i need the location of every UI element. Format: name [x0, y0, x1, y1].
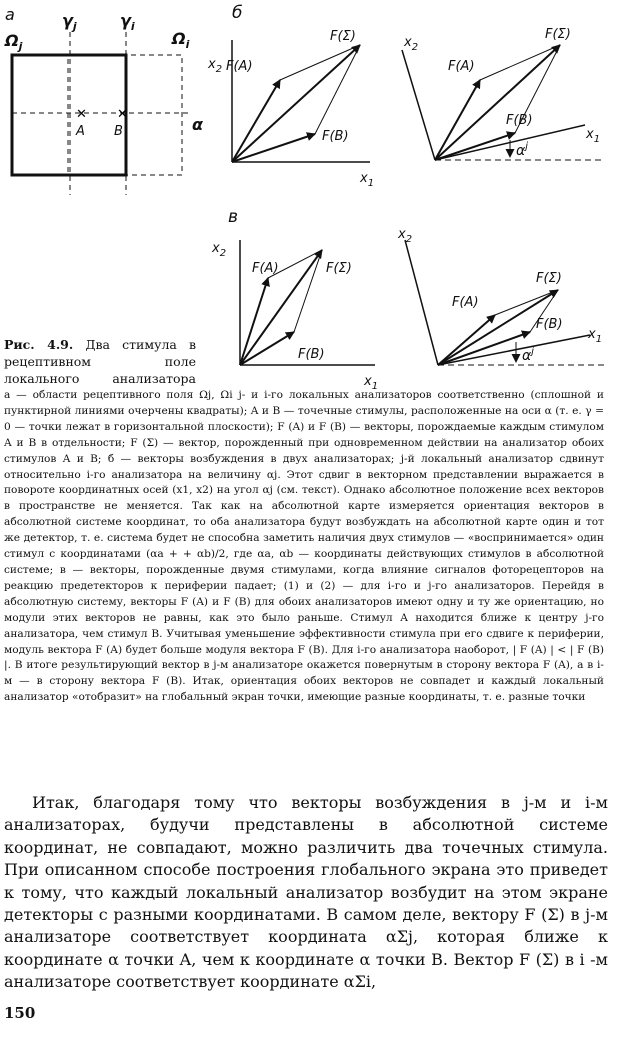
vec-f-sum-label: F(Σ) — [326, 261, 352, 276]
vector-f-b — [232, 134, 315, 162]
figure-panel-v-left — [200, 200, 385, 395]
vec-f-sum-label: F(Σ) — [536, 271, 562, 286]
vec-f-sum-label: F(Σ) — [330, 29, 356, 44]
axis-x2-rotated — [405, 240, 438, 365]
gamma-i-label: $\gamma_i$ — [120, 11, 135, 33]
figure-panel-v-right — [390, 220, 615, 380]
panel-v-label: в — [228, 207, 239, 227]
receptive-field-j — [12, 55, 126, 175]
gamma-j-label: $\gamma_j$ — [62, 11, 77, 33]
omega-i-label: $\Omega_i$ — [172, 29, 190, 51]
angle-label: $\alpha^j$ — [516, 141, 529, 159]
point-b-label: B — [114, 124, 123, 139]
stimulus-b-mark: ✕ — [117, 107, 128, 122]
vec-f-b-label: F(B) — [536, 317, 563, 332]
omega-j-label: $\Omega_j$ — [5, 31, 23, 53]
angle-label: $\alpha^j$ — [522, 346, 535, 364]
vec-f-a-label: F(A) — [448, 59, 475, 74]
parallelogram-side — [495, 290, 558, 315]
stimulus-a-mark: ✕ — [76, 107, 87, 122]
main-paragraph: Итак, благодаря тому что векторы возбуждения в j-м и i-м анализаторах, будучи представлены в абсолютной системе координат, не совпадают, можно различить два точечных стимула. При описанном способе построения глобального экрана это приведет к тому, что каждый локальный анализатор возбудит на этом экране детекторы с разными координатами. В самом деле, вектору F (Σ) в j-м анализаторе соответствует координата αΣj, которая ближе к координате α точки A, чем к координате α точки B. Вектор F (Σ) в i -м анализаторе соответствует координате αΣi, — [4, 793, 609, 992]
axis-x2-rotated — [402, 50, 435, 160]
axis-x1-label: $x_1$ — [586, 127, 601, 145]
vec-f-b-label: F(B) — [322, 129, 349, 144]
alpha-label: α — [192, 115, 203, 134]
figure-panel-a — [0, 0, 205, 215]
panel-b-label: б — [232, 3, 243, 23]
vector-f-a — [438, 315, 495, 365]
vector-f-a — [232, 80, 280, 162]
axis-x1-label: $x_1$ — [364, 374, 379, 392]
vec-f-a-label: F(A) — [226, 59, 253, 74]
panel-a-label: a — [5, 5, 15, 24]
axis-x2-label: $x_2$ — [404, 35, 419, 53]
axis-x2-label: $x_2$ — [212, 241, 227, 259]
vec-f-a-label: F(A) — [252, 261, 279, 276]
figure-caption-title — [4, 336, 196, 387]
figure-caption-body: a — области рецептивного поля Ωj, Ωi j- и i-го локальных анализаторов соответственно (сплошной и пунктирной линиями очерчены квадраты); A и B — точечные стимулы, расположенные на оси α (т. е. γ = 0 — точки лежат в горизонтальной плоскости); F (A) и F (B) — векторы, порождаемые каждым стимулом A и B в отдельности; F (Σ) — вектор, порожденный при одновременном действии на анализатор обоих стимулов A и B; б — векторы возбуждения в двух анализаторах; j-й локальный анализатор сдвинут относительно i-го анализатора на величину αj. Этот сдвиг в векторном представлении выражается в повороте координатных осей (x1, x2) на угол αj (см. текст). Однако абсолютное положение всех векторов в пространстве не меняется. Так как на абсолютной карте измеряется ориентация векторов в абсолютной системе координат, то оба анализатора будут возбуждать на абсолютной карте один и тот же детектор, т. е. система будет не способна заметить наличия двух стимулов — «воспринимается» один стимул с координатами (αa + + αb)/2, где αa, αb — координаты действующих стимулов в абсолютной системе; в — векторы, порожденные двумя стимулами, когда влияние сигналов фоторецепторов на реакцию предетекторов к периферии падает; (1) и (2) — для i-го и j-го анализаторов. Перейдя в абсолютную систему, векторы F (A) и F (B) для обоих анализаторов имеют одну и ту же ориентацию, но модули этих векторов не равны, как это было раньше. Стимул A находится ближе к центру j-го анализатора, чем стимул B. Учитывая уменьшение эффективности стимула при его сдвиге к периферии, модуль вектора F (A) будет больше модуля вектора F (B). Для i-го анализатора наоборот, | F (A) | < | F (B) |. В итоге результирующий вектор в j-м анализаторе окажется повернутым в сторону вектора F (A), а в i-м — в сторону вектора F (B). Итак, ориентация обоих векторов не совпадет и каждый локальный анализатор «отобразит» на глобальный экран точки, имеющие разные координаты, т. е. разные точки — [4, 389, 604, 704]
axis-x1-label: $x_1$ — [588, 327, 603, 345]
vec-f-b-label: F(B) — [506, 113, 533, 128]
figure-label: Рис. 4.9. — [4, 337, 74, 352]
vec-f-b-label: F(B) — [298, 347, 325, 362]
axis-x2-label: $x_2$ — [398, 227, 413, 245]
parallelogram-side — [315, 45, 360, 134]
vector-f-a — [240, 278, 268, 365]
figure-title: Два стимула в рецептивном поле локального анализатора — [4, 337, 196, 386]
parallelogram-side — [280, 45, 360, 80]
figure-panel-b-left — [200, 0, 385, 200]
point-a-label: A — [76, 124, 85, 139]
vec-f-a-label: F(A) — [452, 295, 479, 310]
parallelogram-side — [480, 45, 560, 80]
figure-panel-b-right — [390, 0, 615, 200]
axis-x1-label: $x_1$ — [360, 171, 375, 189]
page-number: 150 — [4, 1004, 36, 1022]
vec-f-sum-label: F(Σ) — [545, 27, 571, 42]
axis-x2-label: $x_2$ — [208, 57, 223, 75]
